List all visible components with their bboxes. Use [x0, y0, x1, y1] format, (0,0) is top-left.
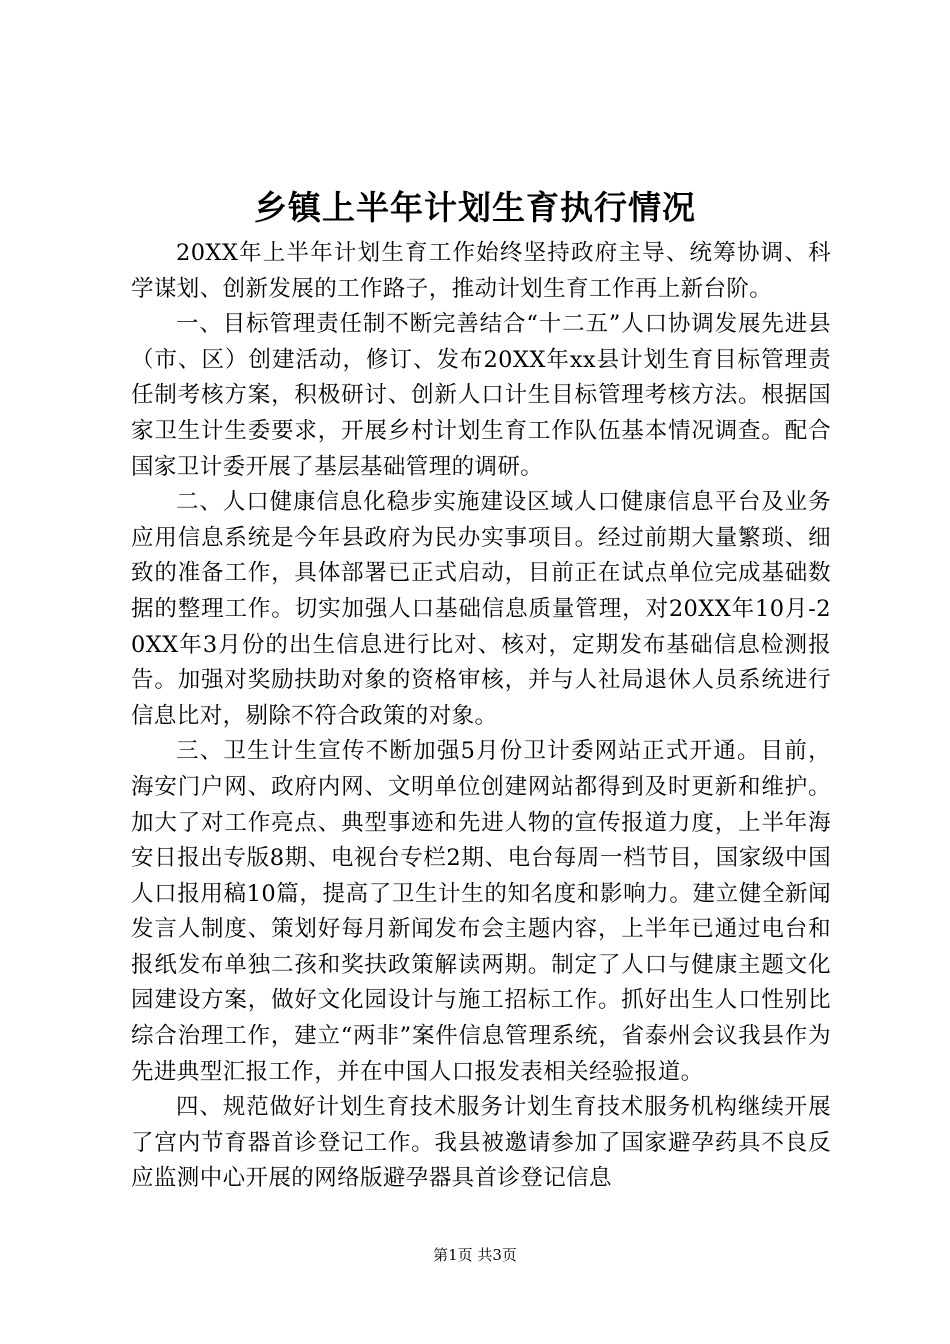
- document-title: 乡镇上半年计划生育执行情况: [254, 188, 696, 227]
- paragraph-section-1: 一、目标管理责任制不断完善结合“十二五”人口协调发展先进县（市、区）创建活动，修订、发布20XX年xx县计划生育目标管理责任制考核方案，积极研讨、创新人口计生目标管理考核方法。根据国家卫生计生委要求，开展乡村计划生育工作队伍基本情况调查。配合国家卫计委开展了基层基础管理的调研。: [131, 311, 831, 480]
- document-body: [131, 236, 831, 1197]
- paragraph-intro: 20XX年上半年计划生育工作始终坚持政府主导、统筹协调、科学谋划、创新发展的工作路子，推动计划生育工作再上新台阶。: [131, 240, 831, 302]
- paragraph-section-4: 四、规范做好计划生育技术服务计划生育技术服务机构继续开展了宫内节育器首诊登记工作。我县被邀请参加了国家避孕药具不良反应监测中心开展的网络版避孕器具首诊登记信息: [131, 1094, 831, 1192]
- paragraph-section-3: 三、卫生计生宣传不断加强5月份卫计委网站正式开通。目前，海安门户网、政府内网、文明单位创建网站都得到及时更新和维护。加大了对工作亮点、典型事迹和先进人物的宣传报道力度，上半年海安日报出专版8期、电视台专栏2期、电台每周一档节目，国家级中国人口报用稿10篇，提高了卫生计生的知名度和影响力。建立健全新闻发言人制度、策划好每月新闻发布会主题内容，上半年已通过电台和报纸发布单独二孩和奖扶政策解读两期。制定了人口与健康主题文化园建设方案，做好文化园设计与施工招标工作。抓好出生人口性别比综合治理工作，建立“两非”案件信息管理系统，省泰州会议我县作为先进典型汇报工作，并在中国人口报发表相关经验报道。: [131, 738, 831, 1085]
- paragraph-section-2: 二、人口健康信息化稳步实施建设区域人口健康信息平台及业务应用信息系统是今年县政府为民办实事项目。经过前期大量繁琐、细致的准备工作，具体部署已正式启动，目前正在试点单位完成基础数据的整理工作。切实加强人口基础信息质量管理，对20XX年10月-20XX年3月份的出生信息进行比对、核对，定期发布基础信息检测报告。加强对奖励扶助对象的资格审核，并与人社局退休人员系统进行信息比对，剔除不符合政策的对象。: [131, 489, 831, 729]
- page-number-footer: 第1页 共3页: [433, 1246, 517, 1264]
